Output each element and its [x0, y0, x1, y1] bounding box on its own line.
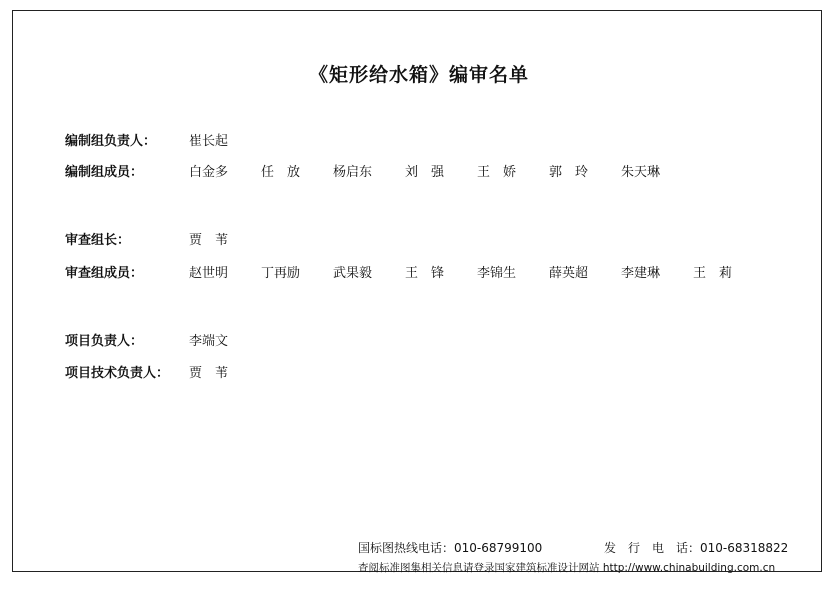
person-name: 赵世明: [189, 266, 229, 281]
person-name: 贾 苇: [189, 233, 229, 248]
person-name: 王 莉: [693, 266, 733, 281]
person-name: 刘 强: [405, 165, 445, 180]
website-text: 查阅标准图集相关信息请登录国家建筑标准设计网站 http://www.chinabuilding.com.cn: [358, 562, 776, 574]
person-name: 贾 苇: [189, 366, 229, 381]
row-label: 项目技术负责人：: [65, 366, 170, 381]
page-border: [12, 10, 822, 572]
page-title: 《矩形给水箱》编审名单: [308, 64, 529, 86]
person-name: 王 锋: [405, 266, 445, 281]
person-name: 白金多: [189, 165, 229, 180]
person-name: 任 放: [261, 165, 301, 180]
person-name: 朱天琳: [621, 165, 661, 180]
person-name: 郭 玲: [549, 165, 589, 180]
person-name: 武果毅: [333, 266, 373, 281]
person-name: 崔长起: [189, 134, 229, 149]
person-name: 李端文: [189, 334, 229, 349]
row-label: 审查组成员：: [65, 266, 144, 281]
person-name: 李锦生: [477, 266, 517, 281]
person-name: 丁再励: [261, 266, 301, 281]
person-name: 王 娇: [477, 165, 517, 180]
row-label: 编制组成员：: [65, 165, 144, 180]
row-label: 编制组负责人：: [65, 134, 157, 149]
row-label: 项目负责人：: [65, 334, 144, 349]
person-name: 薛英超: [549, 266, 589, 281]
person-name: 李建琳: [621, 266, 661, 281]
hotline-text: 国标图热线电话：010-68799100: [358, 541, 543, 555]
person-name: 杨启东: [333, 165, 373, 180]
issue-phone-text: 发 行 电 话：010-68318822: [604, 541, 789, 555]
row-label: 审查组长：: [65, 233, 131, 248]
